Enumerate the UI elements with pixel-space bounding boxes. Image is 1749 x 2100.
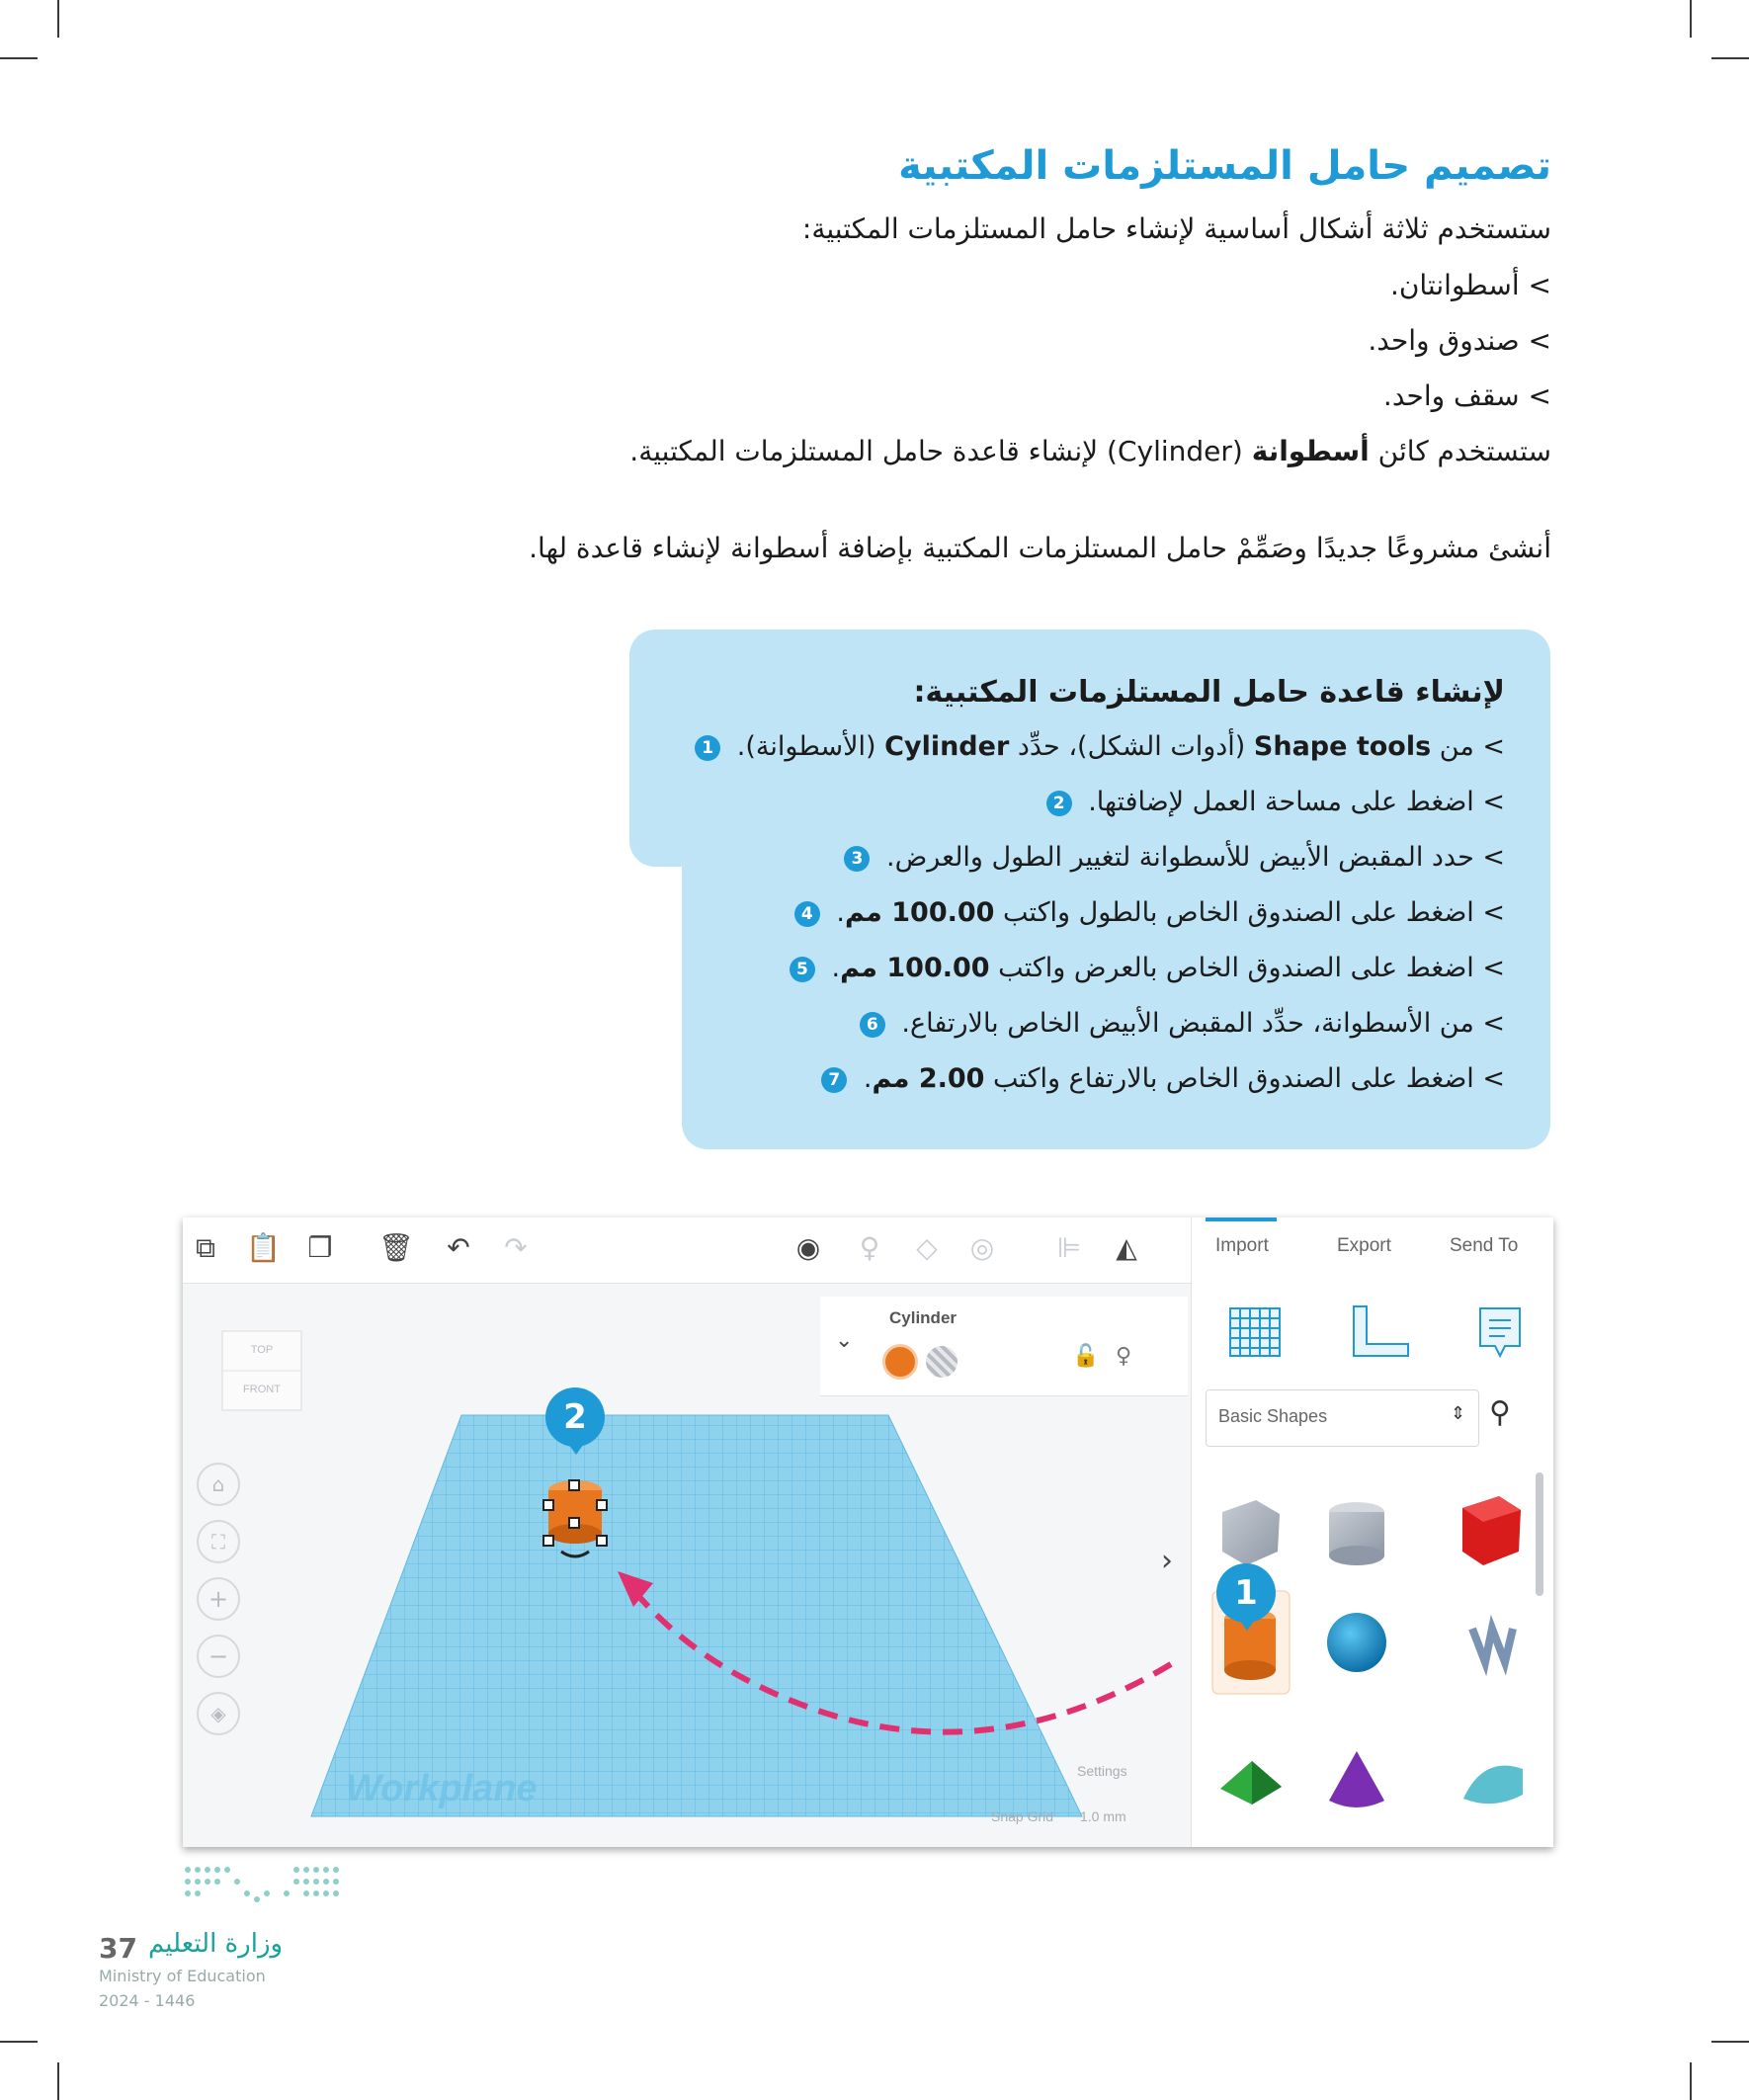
step-bold: 100.00 مم [840,953,990,983]
duplicate-icon[interactable]: ❐ [307,1231,333,1264]
step-text: . [827,897,845,928]
task-text: أنشئ مشروعًا جديدًا وصَمِّمْ حامل المستلزمات المكتبية بإضافة أسطوانة لإنشاء قاعدة لها. [529,532,1551,564]
step-number-badge: 2 [1046,791,1072,816]
crop-mark [57,2062,59,2100]
shape-item: > أسطوانتان. [1389,269,1551,301]
settings-button[interactable]: Settings [1077,1763,1127,1779]
inspector-title: Cylinder [889,1308,958,1327]
crop-mark [1690,2062,1692,2100]
mirror-icon[interactable]: ◭ [1116,1231,1137,1264]
ministry-name-ar: وزارة التعليم [148,1929,284,1959]
snap-grid-select[interactable]: 1.0 mm [1080,1808,1126,1824]
step-text: > حدد المقبض الأبيض للأسطوانة لتغيير الطول والعرض. [877,842,1505,873]
ministry-name-en: Ministry of Education [99,1967,266,1985]
crop-mark [57,0,59,38]
step-text: > من [1431,731,1505,762]
callout-step [860,1008,1505,1039]
edition-year: 2024 - 1446 [99,1991,196,2010]
snap-grid-label: Snap Grid [991,1808,1054,1824]
step-text: (الأسطوانة). [728,731,885,762]
marker-2: 2 [545,1387,605,1447]
step-bold: 2.00 مم [872,1063,985,1094]
use-line-text: ستستخدم كائن [1369,435,1551,467]
ungroup-icon[interactable]: ◎ [969,1231,995,1264]
callout-step [790,953,1505,983]
marker-1-tail [1237,1617,1257,1631]
step-number-badge: 3 [844,846,870,872]
cylinder-hole-shape[interactable] [1329,1502,1384,1565]
step-bold: 100.00 مم [844,897,995,928]
use-line [629,435,1551,467]
group-icon[interactable]: ◇ [916,1231,938,1264]
tab-export[interactable]: Export [1337,1235,1391,1256]
panel-icons [1191,1297,1553,1376]
marker-2-tail [566,1441,586,1455]
callout-title: لإنشاء قاعدة حامل المستلزمات المكتبية: [913,675,1505,710]
crop-mark [1711,57,1749,59]
step-text: . [822,953,841,983]
roof-shape[interactable] [1220,1761,1282,1805]
grid-view-icon [1230,1308,1280,1356]
use-line-text: (Cylinder) لإنشاء قاعدة حامل المستلزمات المكتبية. [629,435,1252,467]
cone-shape[interactable] [1329,1751,1384,1807]
shape-item: > صندوق واحد. [1368,324,1551,357]
step-bold: Cylinder [884,731,1010,762]
box-shape[interactable] [1462,1496,1521,1565]
step-text: (أدوات الشكل)، حدِّد [1009,731,1254,762]
select-arrows-icon: ⇕ [1451,1403,1466,1424]
step-number-badge: 7 [821,1067,847,1093]
copy-icon[interactable]: ⧉ [196,1231,215,1264]
step-number-badge: 4 [794,901,820,927]
perspective-icon[interactable]: ◈ [197,1692,240,1735]
callout-step [1046,787,1505,817]
step-bold: Shape tools [1253,731,1432,762]
callout-step [695,731,1505,762]
library-select-label: Basic Shapes [1218,1406,1328,1426]
callout-step [794,897,1505,928]
tab-import[interactable]: Import [1215,1235,1269,1256]
ruler-icon [1354,1306,1408,1356]
light-icon[interactable]: ♀ [1116,1344,1132,1369]
callout-step [821,1063,1505,1094]
delete-icon[interactable]: 🗑 [378,1231,414,1264]
redo-icon[interactable]: ↷ [504,1231,528,1264]
shape-item: > سقف واحد. [1382,379,1551,412]
search-icon[interactable]: ⚲ [1489,1395,1511,1430]
step-number-badge: 6 [860,1012,885,1038]
box-hole-shape[interactable] [1222,1500,1280,1565]
tab-send-to[interactable]: Send To [1450,1235,1519,1256]
chevron-down-icon[interactable]: ⌄ [835,1328,854,1353]
step-text: > اضغط على مساحة العمل لإضافتها. [1079,787,1505,817]
tinkercad-screenshot [183,1218,1553,1847]
view-cube-front: FRONT [243,1384,281,1395]
callout-step [844,842,1505,873]
crop-mark [0,2041,38,2043]
view-cube-top: TOP [250,1344,274,1356]
paste-icon[interactable]: 📋 [246,1231,281,1264]
note-icon[interactable]: ♀ [859,1231,880,1264]
lock-icon[interactable]: 🔓 [1072,1344,1100,1369]
align-icon[interactable]: ⊫ [1056,1231,1082,1264]
workplane-label: Workplane [346,1768,538,1809]
crop-mark [1690,0,1692,38]
crop-mark [1711,2041,1749,2043]
round-roof-shape[interactable] [1463,1766,1523,1805]
step-text: . [855,1063,873,1094]
step-number-badge: 1 [695,735,720,761]
page-title: تصميم حامل المستلزمات المكتبية [898,143,1551,189]
ministry-logo-icon [180,1862,353,1913]
workplane [183,1218,1191,1847]
step-text: > من الأسطوانة، حدِّد المقبض الأبيض الخاص بالارتفاع. [892,1008,1505,1039]
shape-library [1191,1472,1553,1847]
undo-icon[interactable]: ↶ [447,1231,470,1264]
panel-collapse-icon[interactable]: › [1161,1544,1173,1578]
step-text: > اضغط على الصندوق الخاص بالارتفاع واكتب [984,1063,1505,1094]
zoom-in-icon[interactable]: + [197,1577,240,1621]
page-number: 37 [99,1932,137,1965]
show-all-icon[interactable]: ◉ [795,1231,821,1264]
use-line-bold: أسطوانة [1251,435,1370,467]
crop-mark [0,57,38,59]
scrollbar[interactable] [1536,1472,1543,1596]
tab-underline [1206,1218,1277,1221]
step-number-badge: 5 [790,957,815,982]
fit-view-icon[interactable]: ⛶ [197,1520,240,1563]
step-text: > اضغط على الصندوق الخاص بالطول واكتب [994,897,1505,928]
intro-text: ستستخدم ثلاثة أشكال أساسية لإنشاء حامل المستلزمات المكتبية: [801,212,1551,245]
sphere-shape[interactable] [1327,1613,1386,1672]
marker-1: 1 [1216,1563,1276,1623]
home-view-icon[interactable]: ⌂ [197,1463,240,1506]
scribble-shape[interactable] [1472,1629,1513,1662]
notes-icon [1480,1308,1520,1356]
step-text: > اضغط على الصندوق الخاص بالعرض واكتب [989,953,1505,983]
zoom-out-icon[interactable]: − [197,1635,240,1678]
workplane-grid[interactable] [311,1415,1082,1816]
